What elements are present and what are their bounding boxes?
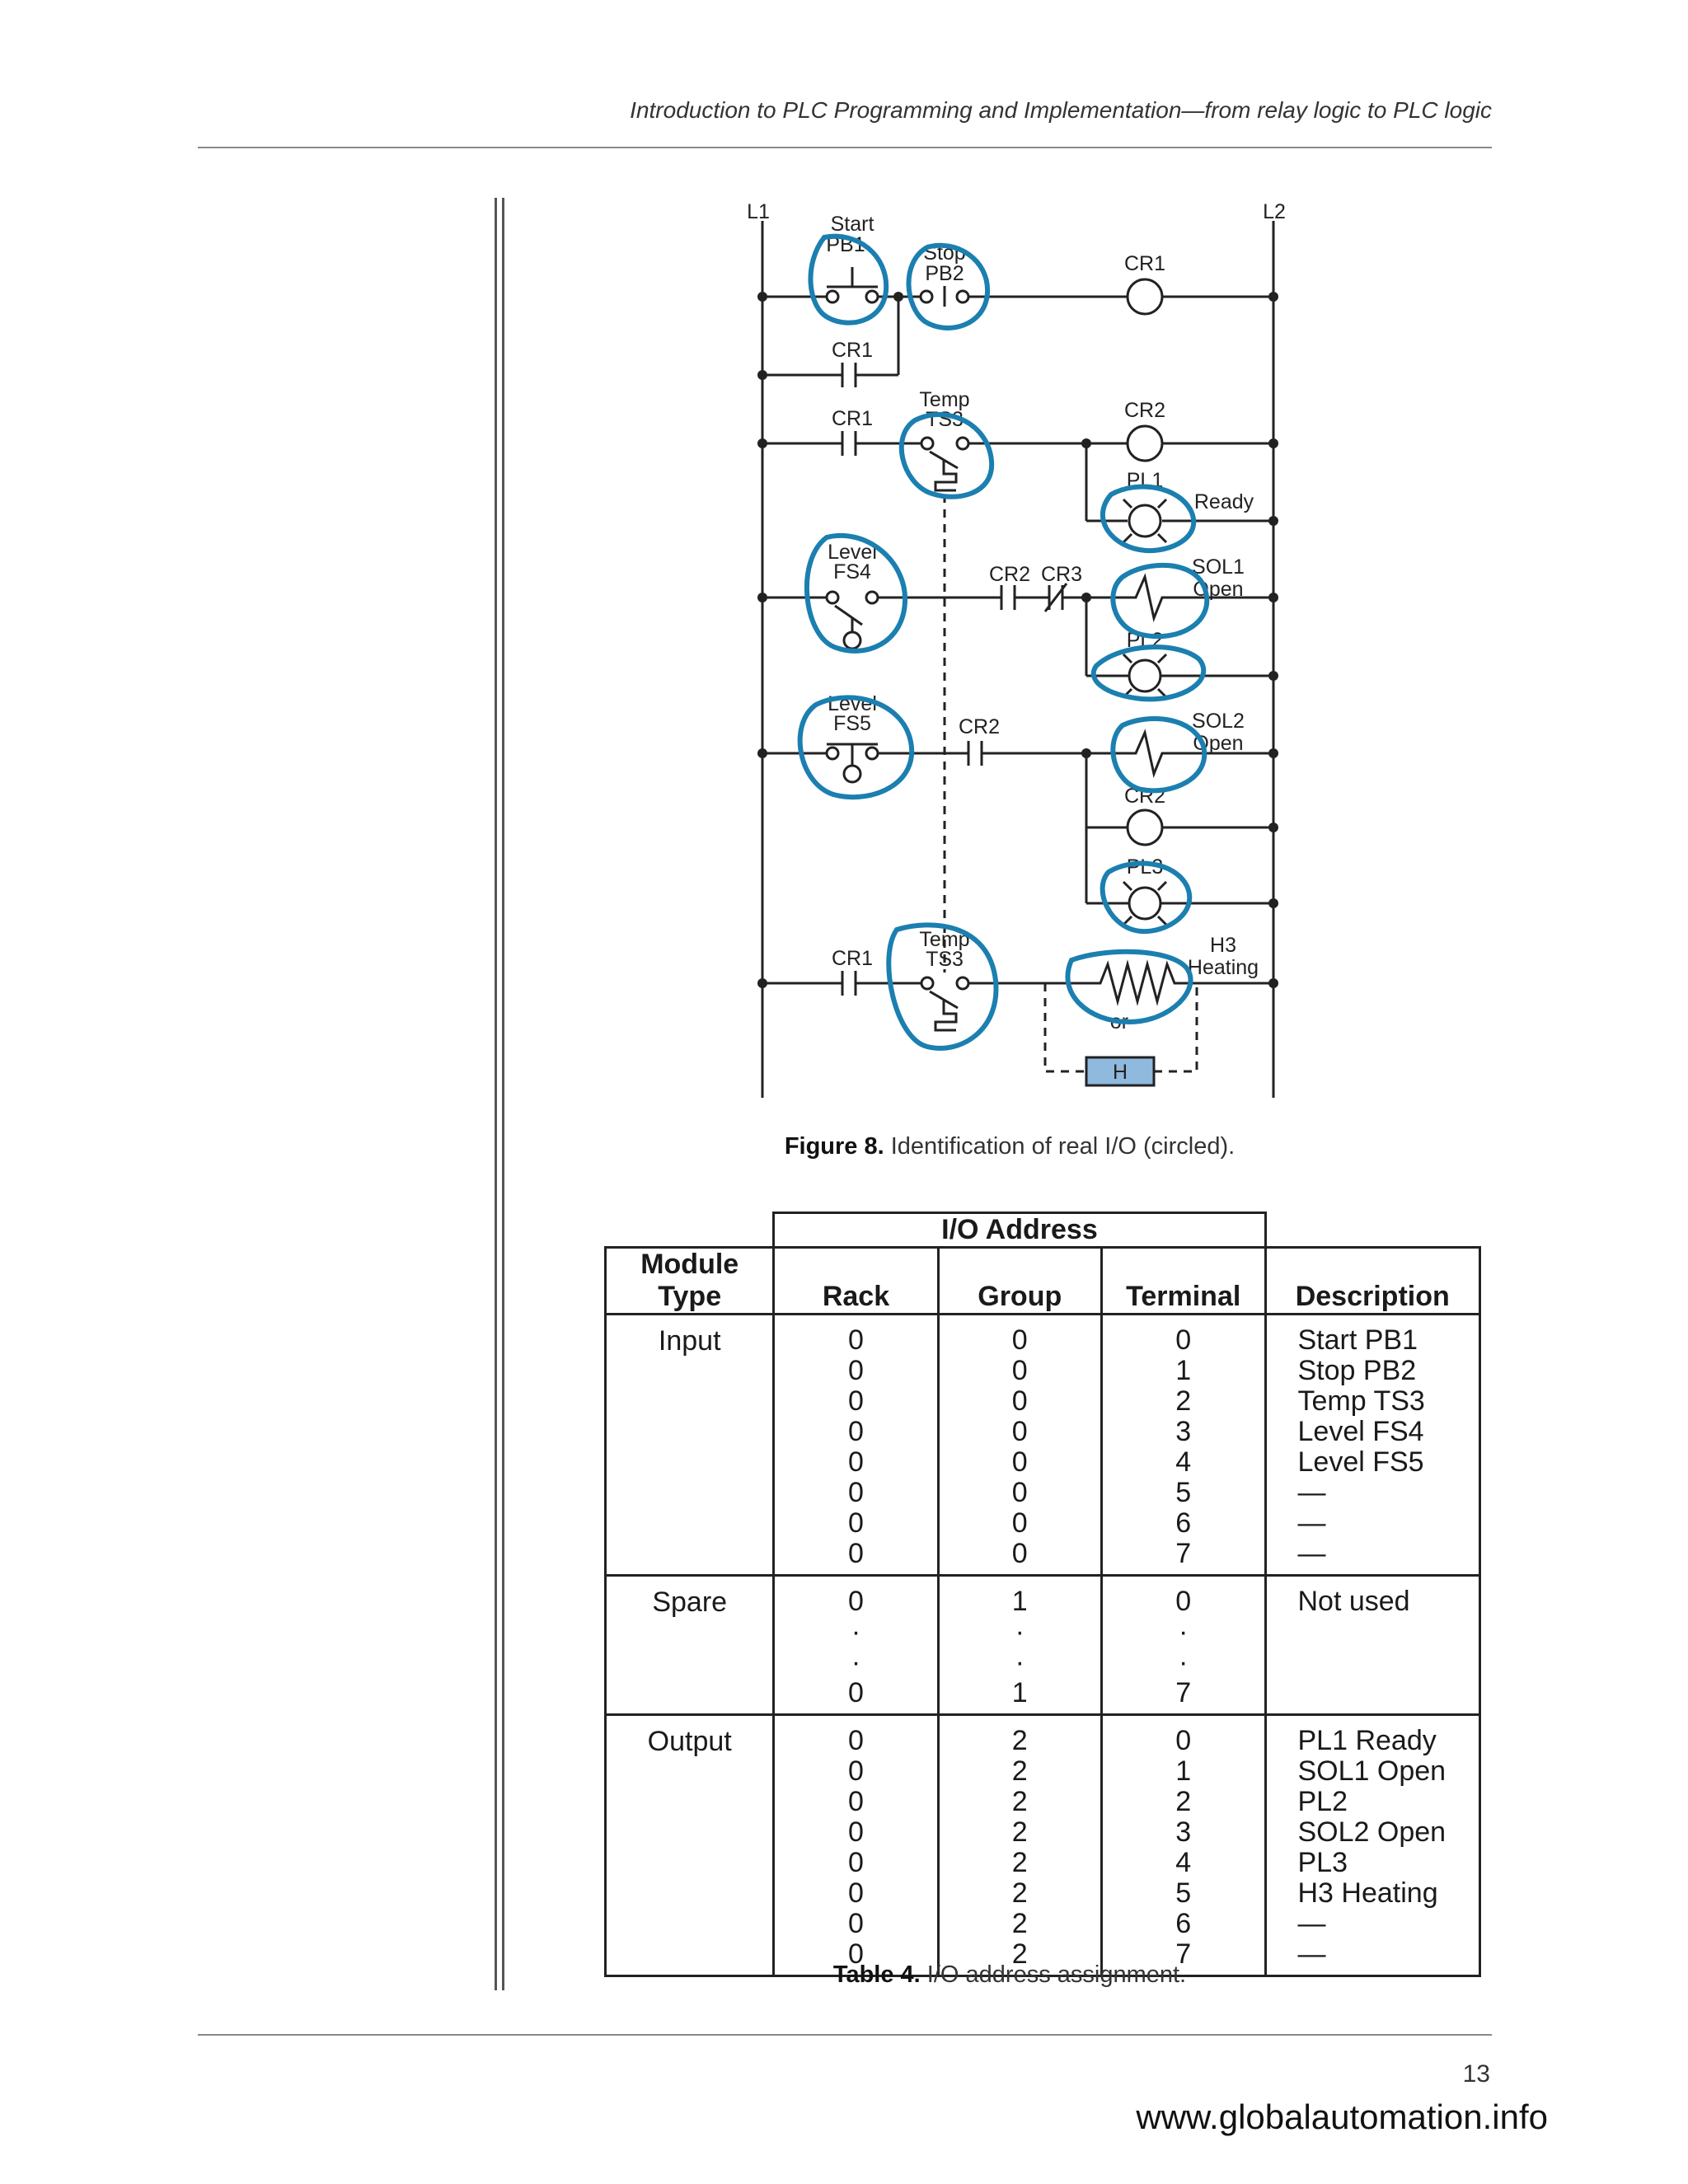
label-ts3-b: TS3 [926, 948, 964, 971]
rack-cell: 0 [848, 1816, 864, 1848]
description-cell [1298, 1647, 1479, 1678]
circle-sol2 [1113, 719, 1204, 790]
terminal-cell: 2 [1175, 1385, 1192, 1417]
sol1-symbol [1118, 577, 1179, 618]
terminal-cell: 3 [1175, 1416, 1192, 1447]
rack-header: Rack [774, 1248, 938, 1315]
rack-cell: 0 [848, 1477, 864, 1508]
label-cr1-coil: CR1 [1123, 252, 1166, 275]
group-cell: 0 [1011, 1538, 1028, 1569]
label-pl3: PL3 [1126, 855, 1164, 879]
terminal-cell: 6 [1175, 1908, 1192, 1939]
label-fs5: FS5 [833, 712, 871, 735]
description-cell: Not used [1297, 1586, 1410, 1617]
terminal-cell: 1 [1175, 1755, 1192, 1787]
label-cr1-c: CR1 [831, 947, 874, 970]
terminal-cell: 7 [1175, 1938, 1192, 1970]
footer-url: www.globalautomation.info [1136, 2097, 1548, 2136]
label-cr1-a: CR1 [831, 339, 874, 362]
description-cell: — [1297, 1477, 1326, 1508]
figure-caption [577, 1133, 1442, 1160]
table-caption-text: I/O address assignment. [920, 1961, 1187, 1988]
figure-caption-label: Figure 8. [784, 1133, 884, 1160]
description-cell: Stop PB2 [1297, 1355, 1417, 1386]
rack-cell: 0 [848, 1908, 864, 1939]
description-cell: H3 Heating [1297, 1877, 1438, 1909]
group-cell: 1 [1011, 1677, 1028, 1708]
group-header: Group [938, 1248, 1101, 1315]
label-temp-b: Temp [919, 928, 970, 951]
label-fs4: FS4 [833, 560, 871, 583]
group-cell: 0 [1011, 1324, 1028, 1356]
group-cell: 0 [1011, 1477, 1028, 1508]
group-column [938, 1576, 1101, 1715]
description-cell [1298, 1678, 1479, 1708]
group-cell: 0 [1011, 1416, 1028, 1447]
terminal-cell: 5 [1175, 1477, 1192, 1508]
section-spare [606, 1576, 1480, 1715]
rack-column [774, 1315, 938, 1576]
section-type: Input [658, 1325, 721, 1357]
group-column [938, 1715, 1101, 1976]
description-cell: — [1297, 1908, 1326, 1939]
cr2-coil-2 [1128, 810, 1162, 845]
description-cell: — [1297, 1507, 1326, 1539]
label-l2: L2 [1263, 200, 1286, 223]
label-temp-a: Temp [919, 388, 970, 411]
label-h: H [1112, 1061, 1128, 1084]
terminal-cell: · [1179, 1647, 1189, 1678]
group-cell: 2 [1011, 1938, 1028, 1970]
description-cell: — [1297, 1538, 1326, 1569]
rack-cell: 0 [848, 1385, 864, 1417]
group-cell: 0 [1011, 1385, 1028, 1417]
description-column [1265, 1576, 1480, 1715]
pl1-lamp [1129, 505, 1160, 537]
rack-cell: 0 [848, 1786, 864, 1817]
terminal-cell: 4 [1175, 1446, 1192, 1478]
label-sol1: SOL1 [1192, 555, 1245, 579]
io-address-header: I/O Address [774, 1213, 1265, 1248]
label-pl1: PL1 [1126, 469, 1164, 492]
group-cell: 2 [1011, 1755, 1028, 1787]
label-h3: H3 [1210, 934, 1236, 957]
terminal-cell: 1 [1175, 1355, 1192, 1386]
group-column [938, 1315, 1101, 1576]
label-pb1: PB1 [826, 233, 865, 256]
terminal-cell: 4 [1175, 1847, 1192, 1878]
module-type-header [606, 1248, 774, 1315]
rack-column [774, 1576, 938, 1715]
group-cell: · [1015, 1647, 1025, 1678]
group-cell: · [1015, 1616, 1025, 1647]
group-cell: 0 [1011, 1355, 1028, 1386]
group-cell: 1 [1011, 1586, 1028, 1617]
label-cr2-coil: CR2 [1123, 399, 1166, 422]
rack-cell: 0 [848, 1938, 864, 1970]
description-header: Description [1265, 1248, 1480, 1315]
group-cell: 2 [1011, 1725, 1028, 1756]
terminal-cell: 5 [1175, 1877, 1192, 1909]
figure-caption-text: Identification of real I/O (circled). [884, 1133, 1236, 1160]
terminal-column [1101, 1576, 1265, 1715]
description-cell: PL3 [1297, 1847, 1348, 1878]
cr2-coil [1128, 426, 1162, 461]
table-caption-label: Table 4. [832, 1961, 921, 1988]
rack-cell: · [851, 1616, 861, 1647]
label-pl2: PL2 [1126, 629, 1164, 652]
rack-cell: · [851, 1647, 861, 1678]
rack-cell: 0 [848, 1847, 864, 1878]
footer-rule [198, 2034, 1492, 2036]
description-cell: Level FS5 [1297, 1446, 1424, 1478]
group-cell: 0 [1011, 1446, 1028, 1478]
circle-pl1 [1103, 486, 1193, 551]
module-type-header-line1: Module [640, 1249, 739, 1280]
sol2-symbol [1118, 733, 1179, 774]
rack-cell: 0 [848, 1877, 864, 1909]
pl3-lamp [1129, 888, 1160, 919]
label-sol2: SOL2 [1192, 710, 1245, 733]
terminal-cell: 3 [1175, 1816, 1192, 1848]
label-cr1-b: CR1 [831, 407, 874, 430]
label-level-a: Level [828, 541, 877, 564]
group-cell: 2 [1011, 1908, 1028, 1939]
module-type-header-line2: Type [658, 1281, 722, 1312]
description-cell: Temp TS3 [1297, 1385, 1425, 1417]
description-cell: SOL2 Open [1297, 1816, 1447, 1848]
label-cr2-b: CR2 [958, 715, 1001, 738]
terminal-cell: 0 [1175, 1725, 1192, 1756]
group-cell: 2 [1011, 1816, 1028, 1848]
group-cell: 2 [1011, 1847, 1028, 1878]
description-cell: PL1 Ready [1297, 1725, 1437, 1756]
rack-cell: 0 [848, 1725, 864, 1756]
rack-cell: 0 [848, 1446, 864, 1478]
description-column [1265, 1715, 1480, 1976]
description-cell: PL2 [1297, 1786, 1348, 1817]
terminal-cell: 7 [1175, 1677, 1192, 1708]
rack-column [774, 1715, 938, 1976]
label-l1: L1 [747, 200, 770, 223]
terminal-cell: 0 [1175, 1586, 1192, 1617]
terminal-cell: 0 [1175, 1324, 1192, 1356]
label-cr2-coil-2: CR2 [1123, 785, 1166, 808]
label-ready: Ready [1193, 490, 1254, 513]
rack-cell: 0 [848, 1507, 864, 1539]
description-cell [1298, 1617, 1479, 1647]
rack-cell: 0 [848, 1416, 864, 1447]
rack-cell: 0 [848, 1677, 864, 1708]
pb2-contact-right [957, 291, 968, 302]
table-caption [577, 1961, 1442, 1989]
label-heating: Heating [1187, 956, 1259, 979]
page-number: 13 [1462, 2060, 1490, 2088]
pb2-contact-left [921, 291, 932, 302]
description-cell: Start PB1 [1297, 1324, 1418, 1356]
pb1-contact-right [866, 291, 878, 302]
running-header: Introduction to PLC Programming and Implementation—from relay logic to PLC logic [630, 97, 1492, 123]
section-type: Spare [652, 1586, 728, 1618]
description-cell: Level FS4 [1297, 1416, 1424, 1447]
group-cell: 2 [1011, 1786, 1028, 1817]
label-start: Start [830, 213, 874, 236]
terminal-cell: 7 [1175, 1538, 1192, 1569]
rack-cell: 0 [848, 1355, 864, 1386]
description-column [1265, 1315, 1480, 1576]
pl2-lamp [1129, 660, 1160, 691]
terminal-column [1101, 1715, 1265, 1976]
label-ts3-a: TS3 [926, 408, 964, 431]
rack-cell: 0 [848, 1755, 864, 1787]
section-input [606, 1315, 1480, 1576]
label-open-b: Open [1193, 732, 1244, 755]
description-cell: — [1297, 1938, 1326, 1970]
description-cell: SOL1 Open [1297, 1755, 1447, 1787]
label-stop: Stop [923, 241, 966, 265]
cr1-coil [1128, 279, 1162, 314]
group-cell: 0 [1011, 1507, 1028, 1539]
terminal-column [1101, 1315, 1265, 1576]
terminal-cell: 6 [1175, 1507, 1192, 1539]
label-pb2: PB2 [925, 262, 964, 285]
section-type: Output [647, 1726, 732, 1757]
label-cr2-a: CR2 [988, 563, 1031, 586]
terminal-cell: 2 [1175, 1786, 1192, 1817]
h3-heater-symbol [1092, 964, 1191, 1001]
label-open-a: Open [1193, 578, 1244, 601]
rack-cell: 0 [848, 1538, 864, 1569]
rack-cell: 0 [848, 1324, 864, 1356]
section-output [606, 1715, 1480, 1976]
label-cr3: CR3 [1040, 563, 1083, 586]
rack-cell: 0 [848, 1586, 864, 1617]
label-or: or [1109, 1010, 1129, 1033]
label-level-b: Level [828, 692, 877, 715]
circle-h3 [1067, 952, 1190, 1022]
io-address-table [604, 1212, 1481, 1977]
group-cell: 2 [1011, 1877, 1028, 1909]
pb1-contact-left [827, 291, 838, 302]
terminal-header: Terminal [1101, 1248, 1265, 1315]
terminal-cell: · [1179, 1616, 1189, 1647]
